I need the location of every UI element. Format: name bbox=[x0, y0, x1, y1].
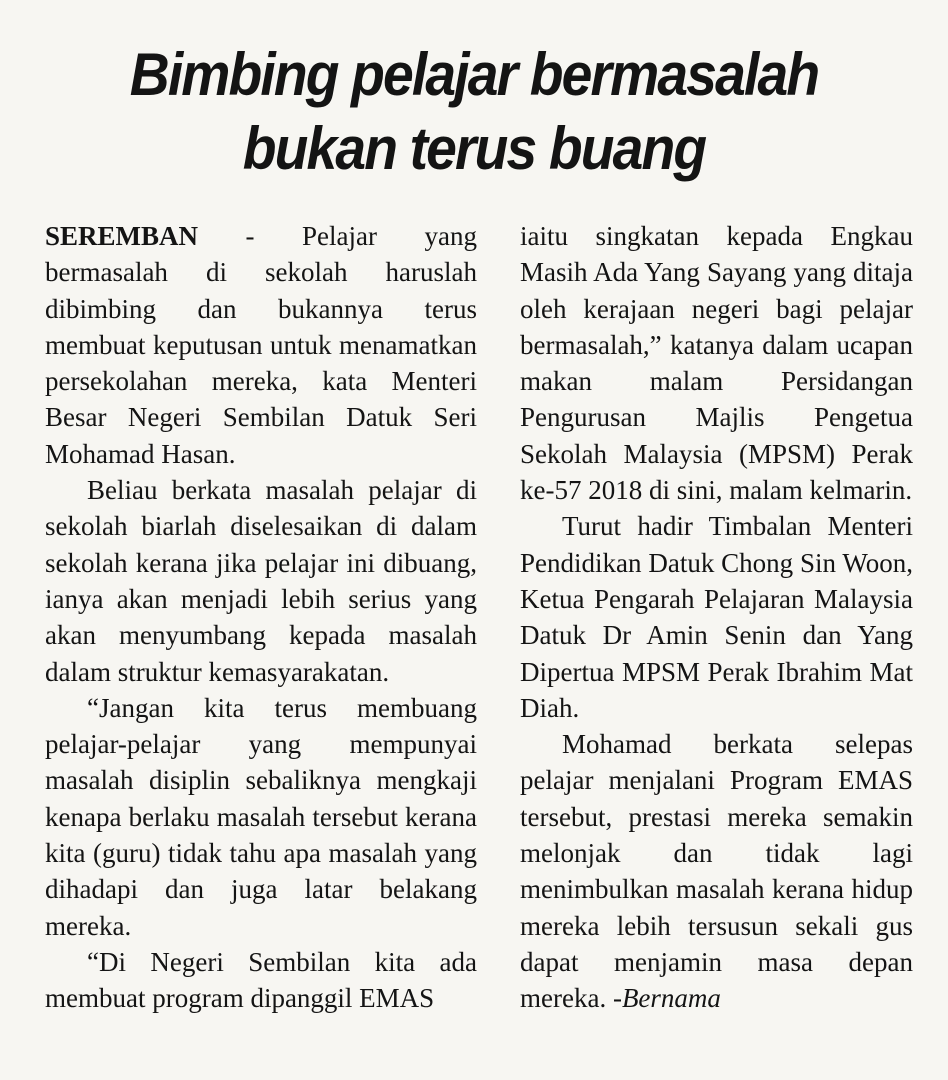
article-column-left bbox=[45, 218, 477, 1017]
headline-line-1: Bimbing pelajar bermasalah bbox=[129, 41, 819, 108]
paragraph-5: Turut hadir Timbalan Menteri Pendidikan Datuk Chong Sin Woon, Ketua Pengarah Pelajaran Malaysia Datuk Dr Amin Senin dan Yang Dipertua MPSM Perak Ibrahim Mat Diah. bbox=[520, 511, 913, 723]
paragraph-3: “Jangan kita terus membuang pelajar-pelajar yang mempunyai masalah disiplin sebaliknya mengkaji kenapa berlaku masalah tersebut kerana kita (guru) tidak tahu apa masalah yang dihadapi dan juga latar belakang mereka. bbox=[45, 692, 477, 941]
article-column-right bbox=[520, 218, 913, 1017]
headline-line-2: bukan terus buang bbox=[242, 115, 706, 182]
paragraph-6 bbox=[520, 726, 913, 1016]
paragraph-4-continued: iaitu singkatan kepada Engkau Masih Ada Yang Sayang yang ditaja oleh kerajaan negeri bagi pelajar bermasalah,” katanya dalam ucapan makan malam Persidangan Pengurusan Majlis Pengetua Sekolah Malaysia (MPSM) Perak ke-57 2018 di sini, malam kelmarin. bbox=[520, 221, 913, 506]
byline-credit: Bernama bbox=[621, 983, 721, 1014]
paragraph-4-start: “Di Negeri Sembilan kita ada membuat program dipanggil EMAS bbox=[45, 946, 477, 1014]
paragraph-6-text: Mohamad berkata selepas pelajar menjalani Program EMAS tersebut, prestasi mereka semakin melonjak dan tidak lagi menimbulkan masalah kerana hidup mereka lebih tersusun sekali gus dapat menjamin masa depan mereka. - bbox=[520, 729, 913, 1014]
paragraph-1 bbox=[45, 218, 477, 472]
paragraph-1-text: - Pelajar yang bermasalah di sekolah haruslah dibimbing dan bukannya terus membuat keputusan untuk menamatkan persekolahan mereka, kata Menteri Besar Negeri Sembilan Datuk Seri Mohamad Hasan. bbox=[45, 221, 477, 469]
headline bbox=[0, 38, 948, 186]
dateline: SEREMBAN bbox=[45, 221, 199, 251]
paragraph-2: Beliau berkata masalah pelajar di sekolah biarlah diselesaikan di dalam sekolah kerana jika pelajar ini dibuang, ianya akan menjadi lebih serius yang akan menyumbang kepada masalah dalam struktur kemasyarakatan. bbox=[45, 475, 477, 687]
